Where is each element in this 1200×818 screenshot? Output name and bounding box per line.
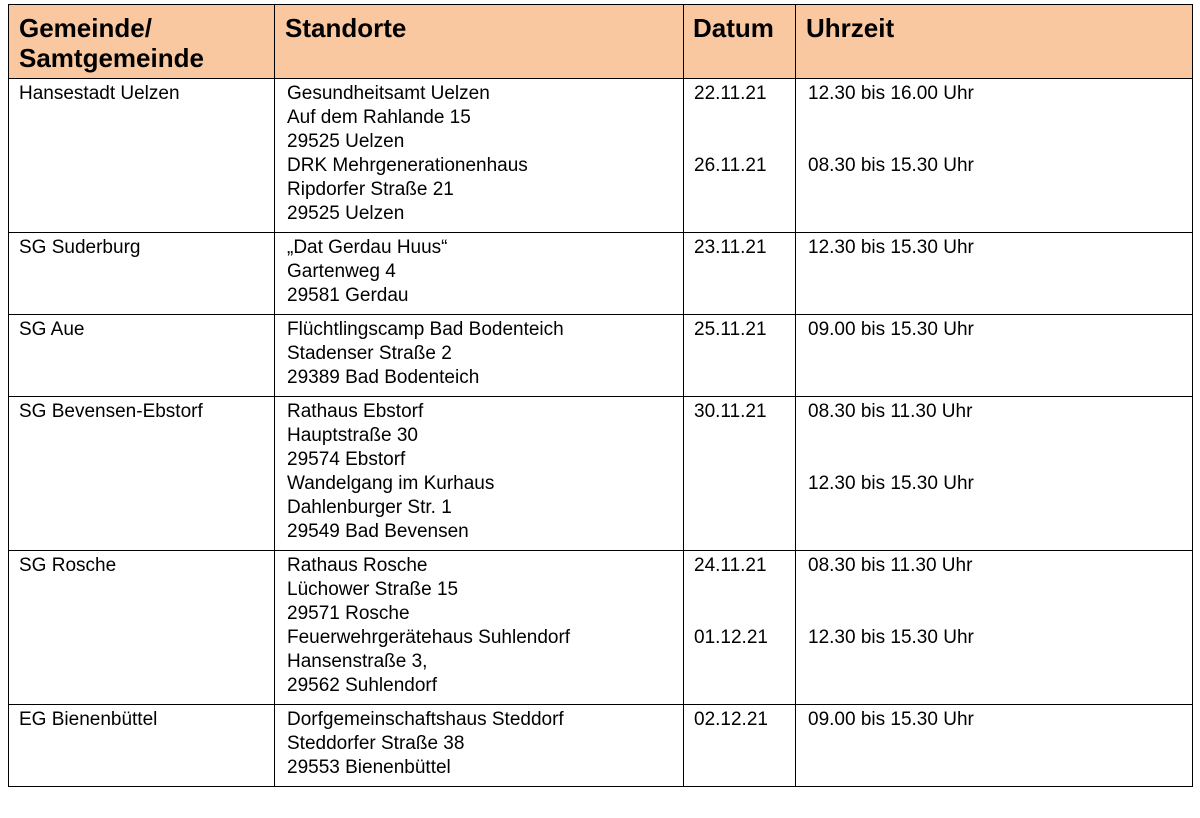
uhrzeit-value xyxy=(808,130,1182,154)
standort-line: 29389 Bad Bodenteich xyxy=(287,367,480,388)
cell-standort xyxy=(275,551,684,705)
gemeinde-name: SG Aue xyxy=(19,319,85,340)
datum-value xyxy=(694,496,785,520)
standort-line: Dorfgemeinschaftshaus Steddorf xyxy=(287,709,564,730)
uhrzeit-value xyxy=(808,520,1182,544)
standort-line: Hauptstraße 30 xyxy=(287,425,418,446)
standort-line: Ripdorfer Straße 21 xyxy=(287,179,454,200)
uhrzeit-value: 12.30 bis 16.00 Uhr xyxy=(808,83,974,104)
standort-line: 29571 Rosche xyxy=(287,603,410,624)
datum-value xyxy=(694,260,785,284)
standort-line: Rathaus Ebstorf xyxy=(287,401,424,422)
uhrzeit-value: 08.30 bis 11.30 Uhr xyxy=(808,555,973,576)
datum-value: 22.11.21 xyxy=(694,83,767,104)
standort-line: Gartenweg 4 xyxy=(287,261,396,282)
datum-value: 02.12.21 xyxy=(694,709,768,730)
datum-value xyxy=(694,602,785,626)
datum-value xyxy=(694,106,785,130)
header-gemeinde-line2: Samtgemeinde xyxy=(19,43,204,73)
cell-datum xyxy=(684,315,796,397)
standort-line: 29562 Suhlendorf xyxy=(287,675,438,696)
cell-uhrzeit xyxy=(796,315,1193,397)
cell-standort xyxy=(275,397,684,551)
cell-uhrzeit xyxy=(796,233,1193,315)
standort-line: „Dat Gerdau Huus“ xyxy=(287,237,448,258)
datum-value: 25.11.21 xyxy=(694,319,767,340)
gemeinde-name: SG Suderburg xyxy=(19,237,141,258)
table-row xyxy=(9,397,1193,551)
datum-value: 30.11.21 xyxy=(694,401,767,422)
standort-line: Wandelgang im Kurhaus xyxy=(287,473,495,494)
standort-line: Gesundheitsamt Uelzen xyxy=(287,83,490,104)
datum-value: 26.11.21 xyxy=(694,155,767,176)
document-page xyxy=(8,4,1192,787)
cell-gemeinde xyxy=(9,79,275,233)
header-row xyxy=(9,5,1193,79)
uhrzeit-value xyxy=(808,178,1182,202)
datum-value xyxy=(694,472,785,496)
cell-uhrzeit xyxy=(796,397,1193,551)
standort-line: 29525 Uelzen xyxy=(287,131,405,152)
cell-datum xyxy=(684,397,796,551)
datum-value xyxy=(694,178,785,202)
cell-gemeinde xyxy=(9,551,275,705)
standort-line: Dahlenburger Str. 1 xyxy=(287,497,452,518)
cell-standort xyxy=(275,79,684,233)
standort-line: Auf dem Rahlande 15 xyxy=(287,107,471,128)
uhrzeit-value xyxy=(808,202,1182,226)
uhrzeit-value: 08.30 bis 11.30 Uhr xyxy=(808,401,973,422)
cell-datum xyxy=(684,233,796,315)
cell-uhrzeit xyxy=(796,79,1193,233)
uhrzeit-value: 09.00 bis 15.30 Uhr xyxy=(808,319,974,340)
datum-value xyxy=(694,366,785,390)
datum-value xyxy=(694,520,785,544)
gemeinde-name: SG Rosche xyxy=(19,555,117,576)
gemeinde-name: Hansestadt Uelzen xyxy=(19,83,180,104)
uhrzeit-value xyxy=(808,448,1182,472)
table-row xyxy=(9,79,1193,233)
uhrzeit-value xyxy=(808,424,1182,448)
datum-value xyxy=(694,424,785,448)
standort-line: Rathaus Rosche xyxy=(287,555,428,576)
uhrzeit-value xyxy=(808,732,1182,756)
standort-line: 29581 Gerdau xyxy=(287,285,409,306)
cell-datum xyxy=(684,705,796,787)
uhrzeit-value xyxy=(808,602,1182,626)
uhrzeit-value: 12.30 bis 15.30 Uhr xyxy=(808,473,974,494)
standort-line: Stadenser Straße 2 xyxy=(287,343,452,364)
uhrzeit-value xyxy=(808,650,1182,674)
uhrzeit-value xyxy=(808,342,1182,366)
locations-table xyxy=(8,4,1193,787)
cell-standort xyxy=(275,233,684,315)
uhrzeit-value xyxy=(808,366,1182,390)
standort-line: 29525 Uelzen xyxy=(287,203,405,224)
standort-line: Feuerwehrgerätehaus Suhlendorf xyxy=(287,627,571,648)
gemeinde-name: SG Bevensen-Ebstorf xyxy=(19,401,203,422)
table-header xyxy=(9,5,1193,79)
header-gemeinde-line1: Gemeinde/ xyxy=(19,13,152,43)
uhrzeit-value xyxy=(808,496,1182,520)
datum-value xyxy=(694,202,785,226)
standort-line: 29549 Bad Bevensen xyxy=(287,521,469,542)
table-row xyxy=(9,315,1193,397)
datum-value xyxy=(694,578,785,602)
header-uhrzeit: Uhrzeit xyxy=(796,5,1193,79)
uhrzeit-value xyxy=(808,260,1182,284)
cell-uhrzeit xyxy=(796,705,1193,787)
cell-gemeinde xyxy=(9,233,275,315)
gemeinde-name: EG Bienenbüttel xyxy=(19,709,158,730)
uhrzeit-value xyxy=(808,756,1182,780)
standort-line: Hansenstraße 3, xyxy=(287,651,428,672)
table-row xyxy=(9,705,1193,787)
standort-line: Flüchtlingscamp Bad Bodenteich xyxy=(287,319,564,340)
datum-value xyxy=(694,130,785,154)
table-body xyxy=(9,79,1193,787)
uhrzeit-value xyxy=(808,106,1182,130)
cell-datum xyxy=(684,551,796,705)
cell-uhrzeit xyxy=(796,551,1193,705)
datum-value: 01.12.21 xyxy=(694,627,768,648)
datum-value xyxy=(694,674,785,698)
datum-value xyxy=(694,342,785,366)
uhrzeit-value: 12.30 bis 15.30 Uhr xyxy=(808,237,974,258)
standort-line: Lüchower Straße 15 xyxy=(287,579,459,600)
table-row xyxy=(9,551,1193,705)
uhrzeit-value: 12.30 bis 15.30 Uhr xyxy=(808,627,974,648)
cell-gemeinde xyxy=(9,397,275,551)
datum-value xyxy=(694,756,785,780)
cell-gemeinde xyxy=(9,315,275,397)
table-row xyxy=(9,233,1193,315)
uhrzeit-value: 08.30 bis 15.30 Uhr xyxy=(808,155,974,176)
header-standorte: Standorte xyxy=(275,5,684,79)
standort-line: 29553 Bienenbüttel xyxy=(287,757,451,778)
datum-value xyxy=(694,448,785,472)
uhrzeit-value xyxy=(808,674,1182,698)
standort-line: DRK Mehrgenerationenhaus xyxy=(287,155,528,176)
cell-datum xyxy=(684,79,796,233)
uhrzeit-value xyxy=(808,578,1182,602)
cell-standort xyxy=(275,705,684,787)
standort-line: 29574 Ebstorf xyxy=(287,449,406,470)
uhrzeit-value: 09.00 bis 15.30 Uhr xyxy=(808,709,974,730)
datum-value xyxy=(694,650,785,674)
datum-value: 23.11.21 xyxy=(694,237,767,258)
header-datum: Datum xyxy=(684,5,796,79)
datum-value xyxy=(694,732,785,756)
cell-standort xyxy=(275,315,684,397)
datum-value: 24.11.21 xyxy=(694,555,767,576)
cell-gemeinde xyxy=(9,705,275,787)
datum-value xyxy=(694,284,785,308)
uhrzeit-value xyxy=(808,284,1182,308)
standort-line: Steddorfer Straße 38 xyxy=(287,733,465,754)
header-gemeinde xyxy=(9,5,275,79)
